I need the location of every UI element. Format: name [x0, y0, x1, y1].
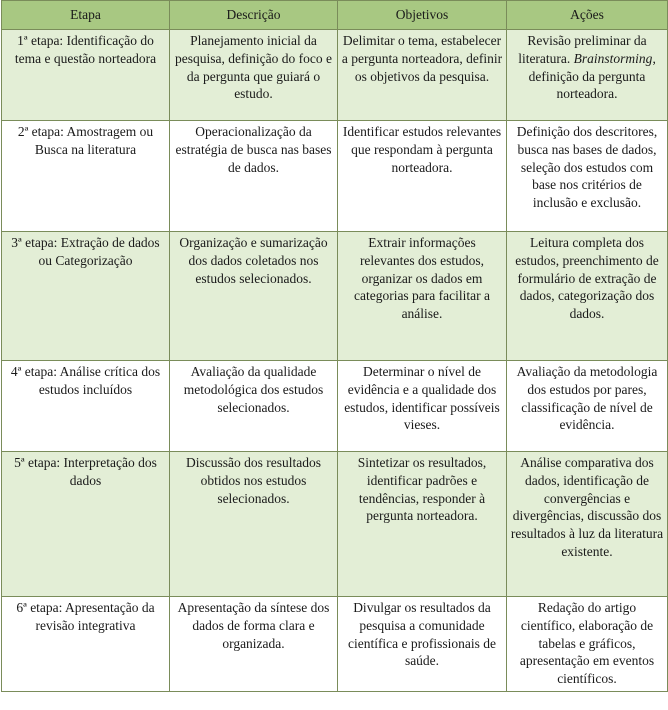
cell-objetivos: Extrair informações relevantes dos estudos, organizar os dados em categorias para facilitar a análise.	[338, 232, 507, 361]
table-row	[2, 597, 668, 692]
cell-acoes: Análise comparativa dos dados, identificação de convergências e divergências, discussão dos resultados à luz da literatura existente.	[507, 452, 668, 597]
header-descricao: Descrição	[170, 1, 338, 30]
cell-objetivos: Divulgar os resultados da pesquisa a comunidade científica e profissionais de saúde.	[338, 597, 507, 692]
cell-etapa: 1ª etapa: Identificação do tema e questão norteadora	[2, 30, 170, 121]
cell-objetivos: Delimitar o tema, estabelecer a pergunta norteadora, definir os objetivos da pesquisa.	[338, 30, 507, 121]
cell-acoes: Redação do artigo científico, elaboração de tabelas e gráficos, apresentação em eventos científicos.	[507, 597, 668, 692]
acoes-italic-text: Brainstorming	[573, 50, 653, 66]
acoes-text: Revisão preliminar da literatura.	[518, 33, 647, 66]
header-objetivos: Objetivos	[338, 1, 507, 30]
cell-etapa: 4ª etapa: Análise crítica dos estudos incluídos	[2, 361, 170, 452]
cell-descricao: Organização e sumarização dos dados coletados nos estudos selecionados.	[170, 232, 338, 361]
cell-acoes: Leitura completa dos estudos, preenchimento de formulário de extração de dados, categorização dos dados.	[507, 232, 668, 361]
cell-descricao: Avaliação da qualidade metodológica dos estudos selecionados.	[170, 361, 338, 452]
cell-etapa: 3ª etapa: Extração de dados ou Categorização	[2, 232, 170, 361]
cell-acoes: Definição dos descritores, busca nas bases de dados, seleção dos estudos com base nos critérios de inclusão e exclusão.	[507, 121, 668, 232]
stages-table	[1, 0, 668, 692]
cell-acoes: Avaliação da metodologia dos estudos por pares, classificação de nível de evidência.	[507, 361, 668, 452]
header-etapa: Etapa	[2, 1, 170, 30]
table-row	[2, 232, 668, 361]
cell-descricao: Operacionalização da estratégia de busca nas bases de dados.	[170, 121, 338, 232]
cell-etapa: 6ª etapa: Apresentação da revisão integrativa	[2, 597, 170, 692]
cell-acoes	[507, 30, 668, 121]
cell-descricao: Planejamento inicial da pesquisa, definição do foco e da pergunta que guiará o estudo.	[170, 30, 338, 121]
table-row	[2, 452, 668, 597]
acoes-text-continued: , definição da pergunta norteadora.	[528, 50, 656, 102]
cell-etapa: 5ª etapa: Interpretação dos dados	[2, 452, 170, 597]
cell-etapa: 2ª etapa: Amostragem ou Busca na literatura	[2, 121, 170, 232]
cell-descricao: Discussão dos resultados obtidos nos estudos selecionados.	[170, 452, 338, 597]
table-row	[2, 30, 668, 121]
table-row	[2, 121, 668, 232]
header-acoes: Ações	[507, 1, 668, 30]
cell-objetivos: Determinar o nível de evidência e a qualidade dos estudos, identificar possíveis vieses.	[338, 361, 507, 452]
table-row	[2, 361, 668, 452]
header-row	[2, 1, 668, 30]
cell-descricao: Apresentação da síntese dos dados de forma clara e organizada.	[170, 597, 338, 692]
cell-objetivos: Sintetizar os resultados, identificar padrões e tendências, responder à pergunta norteadora.	[338, 452, 507, 597]
cell-objetivos: Identificar estudos relevantes que respondam à pergunta norteadora.	[338, 121, 507, 232]
